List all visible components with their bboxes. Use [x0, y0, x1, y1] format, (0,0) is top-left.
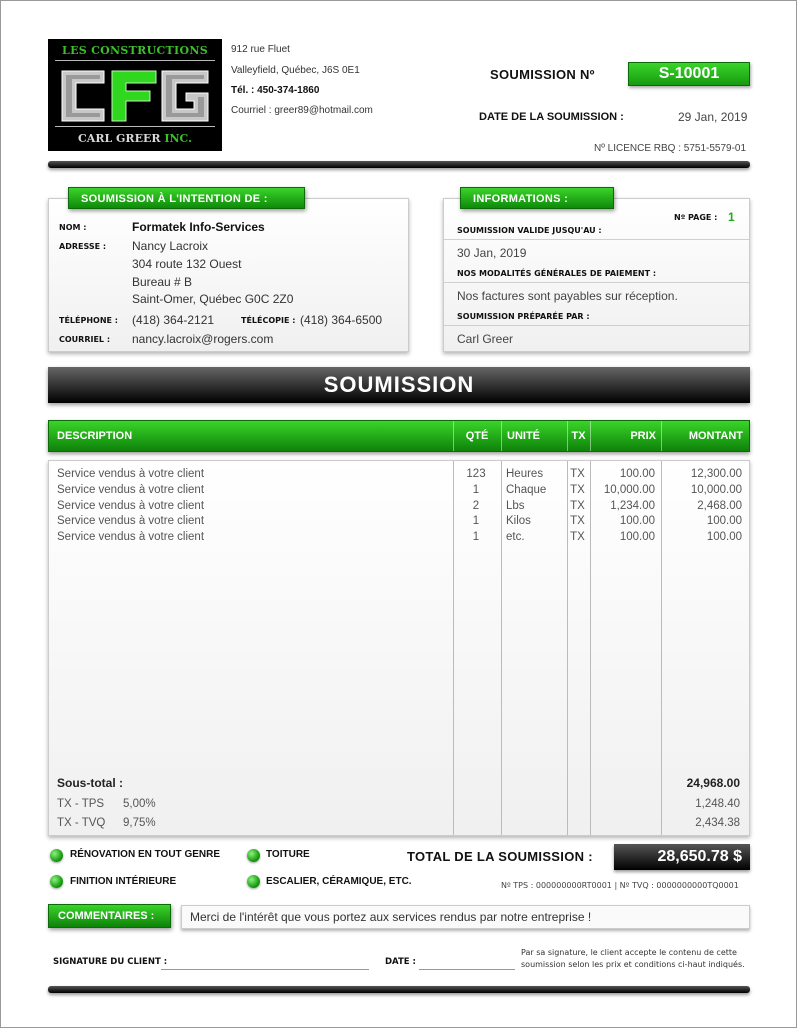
logo-bottom-text: CARL GREER INC.: [78, 132, 192, 145]
header-divider: [48, 161, 750, 168]
client-name-label: NOM :: [59, 223, 87, 232]
th-price: PRIX: [630, 430, 656, 442]
signature-disclaimer: Par sa signature, le client accepte le contenu de cette soumission selon les prix et conditions ci-haut indiqués.: [521, 948, 745, 969]
prepared-by-label: SOUMISSION PRÉPARÉE PAR :: [457, 312, 590, 321]
green-bullet-icon: [50, 849, 63, 862]
signature-date-line[interactable]: [419, 969, 515, 970]
date-label: DATE DE LA SOUMISSION :: [479, 111, 624, 123]
client-name: Formatek Info-Services: [132, 220, 265, 234]
total-value: 28,650.78 $: [614, 844, 750, 870]
payment-terms-label: NOS MODALITÉS GÉNÉRALES DE PAIEMENT :: [457, 269, 657, 278]
table-cell-amount: 12,300.00 10,000.00 2,468.00 100.00 100.00: [690, 468, 742, 544]
signature-date-label: DATE :: [385, 957, 416, 967]
valid-until: 30 Jan, 2019: [457, 246, 527, 260]
tps-value: 1,248.40: [695, 798, 740, 810]
th-amount: MONTANT: [688, 430, 743, 442]
table-header: [48, 420, 750, 452]
tvq-rate: 9,75%: [123, 817, 156, 829]
page-number: 1: [728, 210, 735, 224]
table-cell-price: 100.00 10,000.00 1,234.00 100.00 100.00: [603, 468, 655, 544]
company-address-line2: Valleyfield, Québec, J6S 0E1: [231, 65, 360, 76]
feature-item: TOITURE: [266, 849, 310, 860]
company-logo: [48, 39, 222, 151]
green-bullet-icon: [247, 849, 260, 862]
page-label: Nº PAGE :: [674, 213, 718, 222]
licence-rbq: Nº LICENCE RBQ : 5751-5579-01: [594, 143, 747, 154]
feature-item: RÉNOVATION EN TOUT GENRE: [70, 849, 221, 860]
cfg-logo-icon: [58, 67, 212, 125]
table-cell-unit: Heures Chaque Lbs Kilos etc.: [506, 468, 547, 544]
client-email-label: COURRIEL :: [59, 335, 111, 344]
table-cell-qty: 123 1 2 1 1: [466, 468, 486, 544]
th-tx: TX: [571, 430, 586, 442]
green-bullet-icon: [247, 875, 260, 888]
subtotal-label: Sous-total :: [57, 776, 123, 790]
company-phone: Tél. : 450-374-1860: [231, 85, 320, 96]
total-label: TOTAL DE LA SOUMISSION :: [407, 849, 593, 864]
tvq-label: TX - TVQ: [57, 817, 106, 829]
client-address-line: Saint-Omer, Québec G0C 2Z0: [132, 292, 294, 306]
table-cell-description: Service vendus à votre client Service vendus à votre client Service vendus à votre client Service vendus à votre client Service vendus à votre client: [57, 468, 205, 544]
soumission-number: S-10001: [628, 62, 750, 86]
client-signature-line[interactable]: [161, 969, 369, 970]
tax-numbers: Nº TPS : 000000000RT0001 | Nº TVQ : 0000000000TQ0001: [501, 881, 739, 890]
payment-terms: Nos factures sont payables sur réception.: [457, 289, 678, 303]
client-signature-label: SIGNATURE DU CLIENT :: [53, 957, 168, 967]
th-unit: UNITÉ: [507, 430, 540, 442]
prepared-by: Carl Greer: [457, 332, 514, 346]
company-email: Courriel : greer89@hotmail.com: [231, 105, 373, 116]
footer-divider: [48, 986, 750, 993]
table-cell-tx: TX TX TX TX TX: [570, 468, 585, 544]
client-address-line: 304 route 132 Ouest: [132, 257, 242, 271]
feature-item: FINITION INTÉRIEURE: [70, 876, 177, 887]
comments-tab: COMMENTAIRES :: [48, 904, 171, 928]
tvq-value: 2,434.38: [695, 817, 740, 829]
soumission-number-label: SOUMISSION Nº: [490, 67, 595, 82]
th-description: DESCRIPTION: [57, 430, 133, 442]
client-address-label: ADRESSE :: [59, 242, 107, 251]
info-tab: INFORMATIONS :: [460, 187, 614, 209]
th-qty: QTÉ: [465, 430, 489, 442]
client-fax: (418) 364-6500: [300, 313, 383, 327]
client-address-line: Nancy Lacroix: [132, 239, 209, 253]
company-address-line1: 912 rue Fluet: [231, 44, 290, 55]
client-email: nancy.lacroix@rogers.com: [132, 332, 274, 346]
logo-top-text: LES CONSTRUCTIONS: [62, 44, 208, 57]
date-value: 29 Jan, 2019: [678, 110, 748, 124]
comments-box[interactable]: Merci de l'intérêt que vous portez aux services rendus par notre entreprise !: [181, 905, 750, 929]
green-bullet-icon: [50, 875, 63, 888]
client-phone-label: TÉLÉPHONE :: [59, 316, 118, 325]
feature-item: ESCALIER, CÉRAMIQUE, ETC.: [266, 876, 412, 887]
tps-label: TX - TPS: [57, 798, 105, 810]
valid-until-label: SOUMISSION VALIDE JUSQU'AU :: [457, 226, 602, 235]
client-fax-label: TÉLÉCOPIE :: [241, 316, 296, 325]
client-phone: (418) 364-2121: [132, 313, 215, 327]
client-address-line: Bureau # B: [132, 275, 193, 289]
client-tab: SOUMISSION À L'INTENTION DE :: [68, 187, 305, 209]
subtotal-value: 24,968.00: [686, 776, 740, 790]
tps-rate: 5,00%: [123, 798, 156, 810]
page-title: SOUMISSION: [48, 367, 750, 403]
